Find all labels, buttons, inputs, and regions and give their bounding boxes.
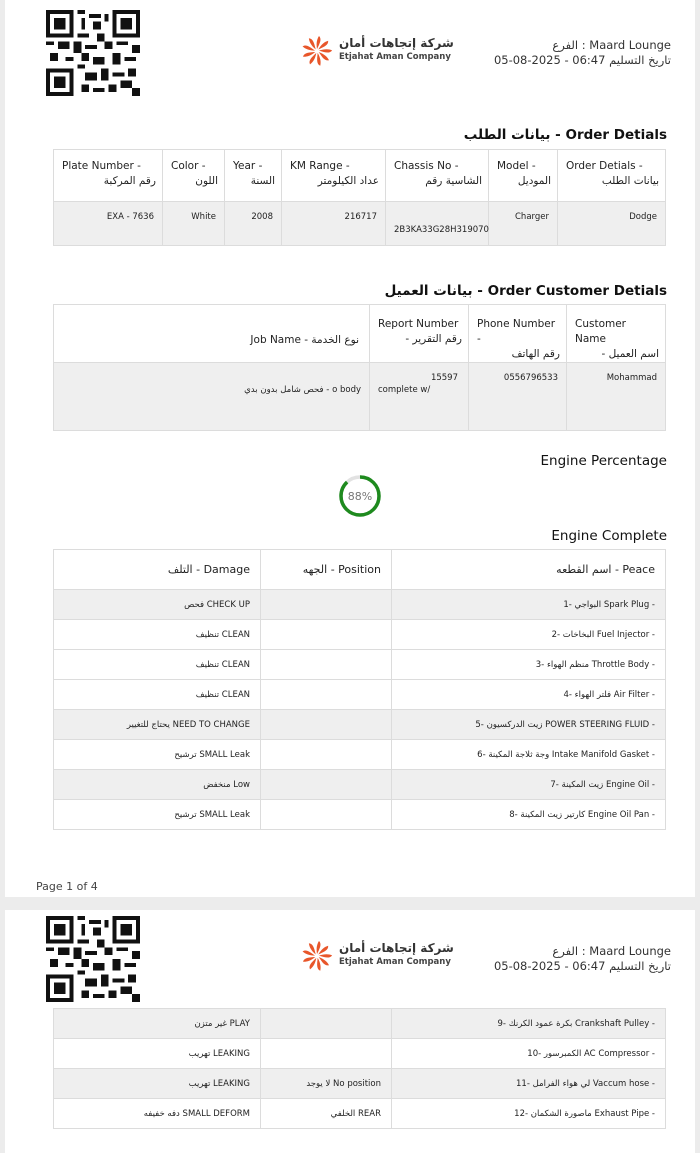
part-position: لا يوجد No position [261,1069,392,1099]
engine-part-row [54,1099,666,1129]
part-position: الخلفي REAR [261,1099,392,1129]
customer-header-phone: Phone Number - رقم الهاتف [469,305,567,363]
branch-line: الفرع : Maard Lounge [552,38,671,52]
engine-header-damage: التلف - Damage [54,550,261,590]
chassis-value: 2B3KA33G28H319070 [386,202,489,246]
order-header-plate: Plate Number - رقم المركبة [54,150,163,202]
part-damage: تنظيف CLEAN [54,680,261,710]
company-name-ar: شركة إتجاهات أمان [339,36,454,50]
part-name: 5- زيت الدركسيون POWER STEERING FLUID - [392,710,666,740]
part-damage: ترشيح SMALL Leak [54,740,261,770]
order-header-km: KM Range - عداد الكيلومتر [282,150,386,202]
engine-percentage-label: 88% [347,490,373,503]
part-name: 8- كارتير زيت المكينة Engine Oil Pan - [392,800,666,830]
part-name: 6- وجة ثلاجة المكينة Intake Manifold Gasket - [392,740,666,770]
part-position [261,770,392,800]
part-damage: غير متزن PLAY [54,1009,261,1039]
engine-complete-table-continued [53,1008,666,1129]
page-number: Page 1 of 4 [36,880,98,893]
order-header-model: Model - الموديل [489,150,558,202]
delivery-line: تاريخ التسليم 06:47 - 2025-08-05 [493,959,671,973]
order-details-title: بيانات الطلب - Order Detials [463,127,667,143]
make-value: Dodge [558,202,666,246]
part-position [261,590,392,620]
order-header-chassis: Chassis No - الشاسية رقم [386,150,489,202]
order-header-row [54,150,666,202]
engine-part-row [54,710,666,740]
engine-part-row [54,680,666,710]
part-position [261,740,392,770]
part-position [261,800,392,830]
color-value: White [163,202,225,246]
year-value: 2008 [225,202,282,246]
report-page-1 [5,0,695,897]
order-header-year: Year - السنة [225,150,282,202]
km-value: 216717 [282,202,386,246]
customer-values-row [54,363,666,431]
part-position [261,1039,392,1069]
engine-header-row [54,550,666,590]
order-details-table [53,149,666,246]
plate-number-value: EXA - 7636 [54,202,163,246]
branch-info [494,944,671,974]
customer-header-row [54,305,666,363]
part-name: 2- البخاخات Fuel Injector - [392,620,666,650]
part-position [261,1009,392,1039]
branch-info [494,38,671,68]
part-name: 1- البواجي Spark Plug - [392,590,666,620]
engine-header-peace: اسم القطعه - Peace [392,550,666,590]
engine-part-row [54,620,666,650]
company-logo [301,940,454,974]
company-logo-icon [301,940,333,972]
order-header-make: Order Detials - بيانات الطلب [558,150,666,202]
engine-part-row [54,770,666,800]
part-damage: منخفض Low [54,770,261,800]
part-name: 12- ماصورة الشكمان Exhaust Pipe - [392,1099,666,1129]
engine-part-row [54,1009,666,1039]
company-name-en: Etjahat Aman Company [339,52,451,62]
part-damage: تهريب LEAKING [54,1069,261,1099]
order-header-color: Color - اللون [163,150,225,202]
company-logo [301,35,454,69]
part-damage: فحص CHECK UP [54,590,261,620]
engine-percentage-gauge [338,474,382,518]
part-name: 9- بكرة عمود الكرنك Crankshaft Pulley - [392,1009,666,1039]
part-damage: يحتاج للتغيير NEED TO CHANGE [54,710,261,740]
job-name-value: فحص شامل بدون بدي - o body [54,363,370,431]
engine-complete-table [53,549,666,830]
part-damage: تنظيف CLEAN [54,650,261,680]
branch-line: الفرع : Maard Lounge [552,944,671,958]
part-name: 3- منظم الهواء Throttle Body - [392,650,666,680]
phone-value: 0556796533 [469,363,567,431]
part-position [261,710,392,740]
engine-part-row [54,740,666,770]
customer-details-table [53,304,666,431]
part-name: 11- لي هواء الفرامل Vaccum hose - [392,1069,666,1099]
company-logo-icon [301,35,333,67]
report-number-value: 15597 [430,373,458,383]
customer-header-report: Report Number - رقم التقرير [370,305,469,363]
part-position [261,680,392,710]
engine-header-position: الجهه - Position [261,550,392,590]
customer-details-title: بيانات العميل - Order Customer Detials [384,283,667,299]
customer-header-job: Job Name - نوع الخدمة [54,305,370,363]
customer-name-value: Mohammad [567,363,666,431]
part-damage: تنظيف CLEAN [54,620,261,650]
company-name-ar: شركة إتجاهات أمان [339,941,454,955]
part-position [261,650,392,680]
engine-percentage-title: Engine Percentage [540,453,667,469]
part-damage: ترشيح SMALL Leak [54,800,261,830]
part-damage: تهريب LEAKING [54,1039,261,1069]
part-name: 4- فلتر الهواء Air Filter - [392,680,666,710]
company-name-en: Etjahat Aman Company [339,957,451,967]
engine-part-row [54,590,666,620]
report-extra-value: complete w/ [378,385,431,395]
part-position [261,620,392,650]
report-number-cell [370,363,469,431]
part-name: 10- الكمبرسور AC Compressor - [392,1039,666,1069]
order-values-row [54,202,666,246]
engine-part-row [54,800,666,830]
model-value: Charger [489,202,558,246]
customer-header-name: Customer Name - اسم العميل [567,305,666,363]
engine-complete-title: Engine Complete [551,528,667,544]
delivery-line: تاريخ التسليم 06:47 - 2025-08-05 [493,53,671,67]
engine-part-row [54,1069,666,1099]
qr-code-icon [45,916,141,1002]
part-name: 7- زيت المكينة Engine Oil - [392,770,666,800]
engine-part-row [54,650,666,680]
part-damage: دفه خفيفه SMALL DEFORM [54,1099,261,1129]
report-page-2 [5,910,695,1153]
engine-part-row [54,1039,666,1069]
qr-code-icon [45,10,141,96]
